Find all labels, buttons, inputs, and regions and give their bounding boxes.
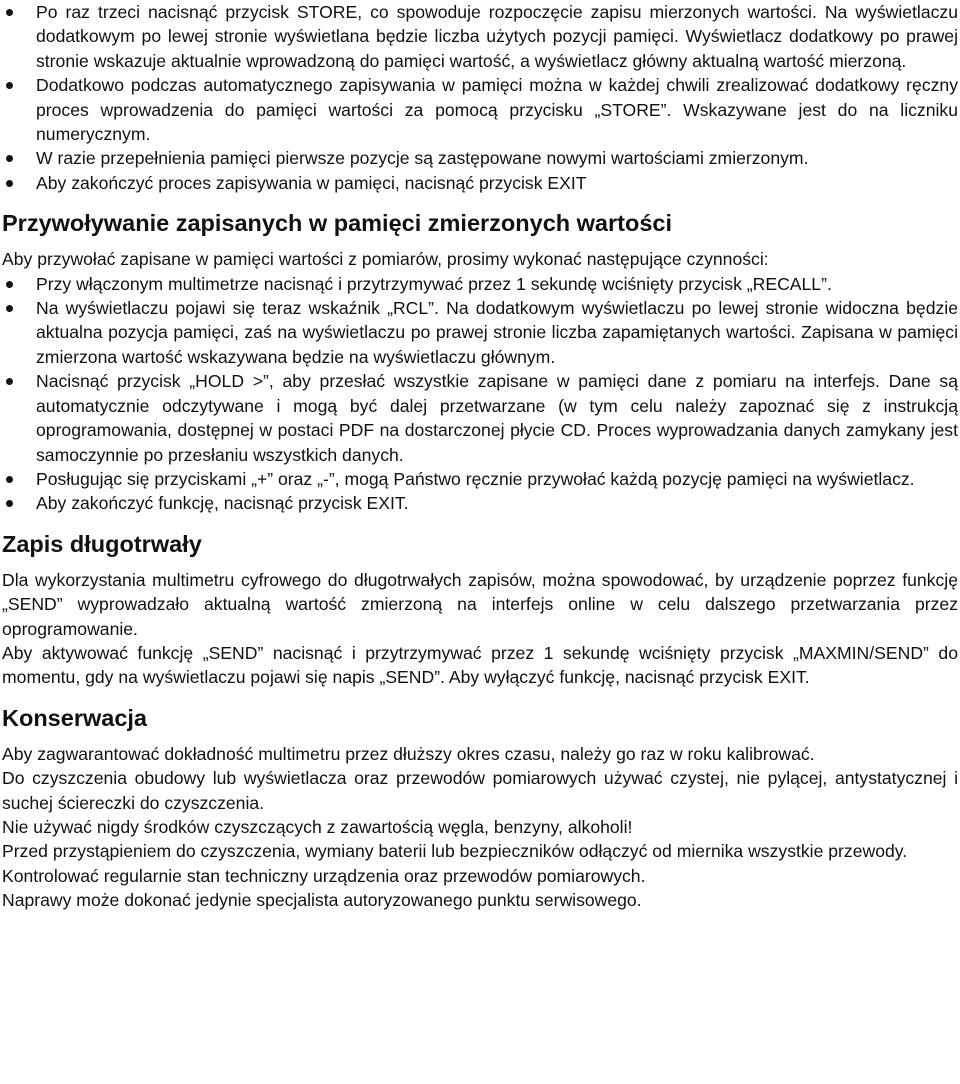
list-item: Posługując się przyciskami „+” oraz „-”, mogą Państwo ręcznie przywołać każdą pozycję pamięci na wyświetlacz. [2,467,958,491]
maintenance-paragraph: Aby zagwarantować dokładność multimetru przez dłuższy okres czasu, należy go raz w roku kalibrować. [2,743,815,764]
store-steps-list [2,0,958,195]
longterm-paragraph: Dla wykorzystania multimetru cyfrowego do długotrwałych zapisów, można spowodować, by urządzenie poprzez funkcję „SEND” wyprowadzało aktualną wartość zmierzoną na interfejs online w celu dalszego przetwarzania przez oprogramowanie. [2,569,958,639]
list-item: Przy włączonym multimetrze nacisnąć i przytrzymywać przez 1 sekundę wciśnięty przycisk „RECALL”. [2,272,958,296]
list-item: Dodatkowo podczas automatycznego zapisywania w pamięci można w każdej chwili zrealizować dodatkowy ręczny proces wprowadzenia do pamięci wartości za pomocą przycisku „STORE”. Wskazywane jest do na liczniku numerycznym. [2,73,958,146]
list-item: Aby zakończyć funkcję, nacisnąć przycisk EXIT. [2,491,958,515]
recall-intro: Aby przywołać zapisane w pamięci wartości z pomiarów, prosimy wykonać następujące czynności: [2,249,769,270]
maintenance-heading: Konserwacja [2,704,147,731]
list-item: Aby zakończyć proces zapisywania w pamięci, nacisnąć przycisk EXIT [2,171,958,195]
longterm-paragraph: Aby aktywować funkcję „SEND” nacisnąć i przytrzymywać przez 1 sekundę wciśnięty przycisk „MAXMIN/SEND” do momentu, gdy na wyświetlaczu pojawi się napis „SEND”. Aby wyłączyć funkcję, nacisnąć przycisk EXIT. [2,642,958,688]
longterm-heading: Zapis długotrwały [2,530,202,557]
list-item: Nacisnąć przycisk „HOLD >”, aby przesłać wszystkie zapisane w pamięci dane z pomiaru na interfejs. Dane są automatycznie odczytywane i mogą być dalej przetwarzane (w tym celu należy zapoznać się z instrukcją oprogramowania, dostępnej w postaci PDF na dostarczonej płycie CD. Proces wyprowadzania danych zamykany jest samoczynnie po przesłaniu wszystkich danych. [2,369,958,467]
maintenance-paragraph: Naprawy może dokonać jedynie specjalista autoryzowanego punktu serwisowego. [2,890,642,911]
list-item: Po raz trzeci nacisnąć przycisk STORE, co spowoduje rozpoczęcie zapisu mierzonych wartości. Na wyświetlaczu dodatkowym po lewej stronie wyświetlana będzie liczba użytych pozycji pamięci. Wyświetlacz dodatkowy po prawej stronie wskazuje aktualnie wprowadzoną do pamięci wartość, a wyświetlacz główny aktualną wartość mierzoną. [2,0,958,73]
maintenance-paragraph: Nie używać nigdy środków czyszczących z zawartością węgla, benzyny, alkoholi! [2,816,633,837]
maintenance-paragraph: Przed przystąpieniem do czyszczenia, wymiany baterii lub bezpieczników odłączyć od miernika wszystkie przewody. [2,841,908,862]
maintenance-paragraph: Do czyszczenia obudowy lub wyświetlacza oraz przewodów pomiarowych używać czystej, nie pylącej, antystatycznej i suchej ściereczki do czyszczenia. [2,768,958,813]
list-item: W razie przepełnienia pamięci pierwsze pozycje są zastępowane nowymi wartościami zmierzonym. [2,146,958,170]
recall-steps-list [2,272,958,516]
list-item: Na wyświetlaczu pojawi się teraz wskaźnik „RCL”. Na dodatkowym wyświetlaczu po lewej stronie widoczna będzie aktualna pozycja pamięci, zaś na wyświetlaczu po prawej stronie liczba zapamiętanych wartości. Zapisana w pamięci zmierzona wartość wskazywana będzie na wyświetlaczu głównym. [2,296,958,369]
maintenance-paragraph: Kontrolować regularnie stan techniczny urządzenia oraz przewodów pomiarowych. [2,865,646,886]
recall-heading: Przywoływanie zapisanych w pamięci zmierzonych wartości [2,210,672,237]
